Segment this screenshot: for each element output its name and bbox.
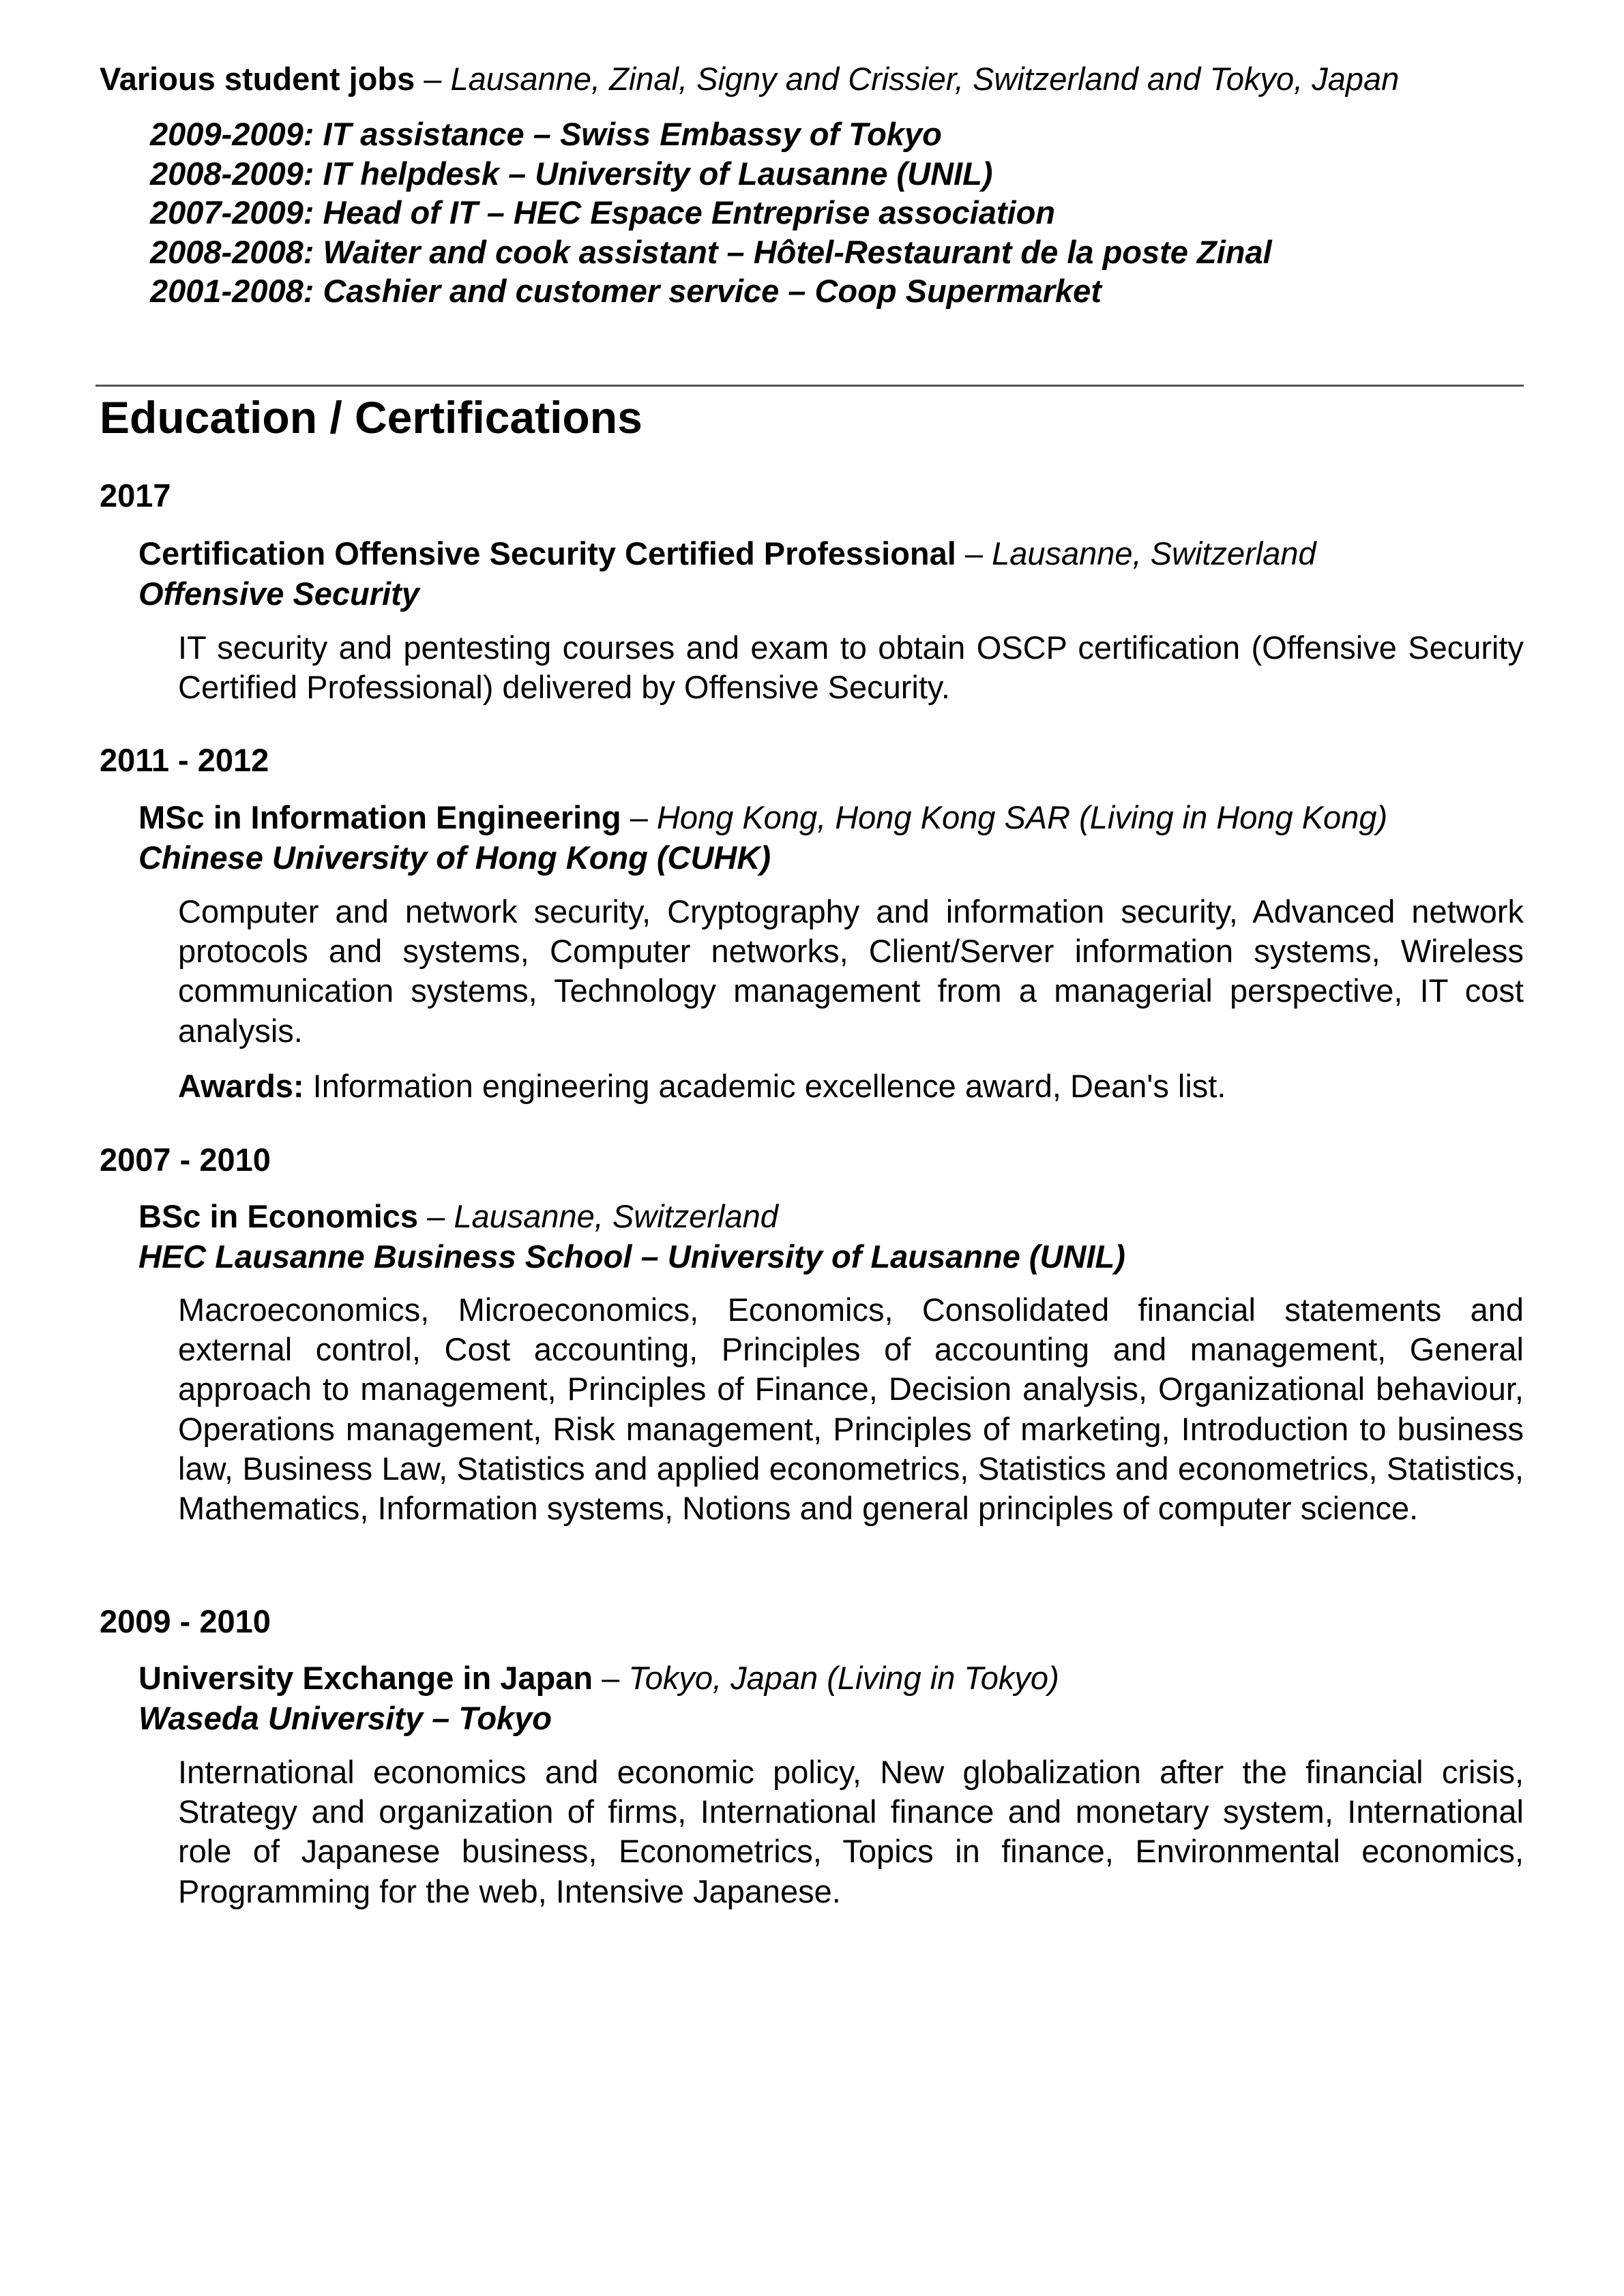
education-year: 2017: [100, 477, 171, 513]
education-year: 2007 - 2010: [100, 1142, 271, 1178]
education-description: International economics and economic policy, New globalization after the financial crisis, Strategy and organization of firms, International finance and monetary system, International role of Japanese business, Econometrics, Topics in finance, Environmental economics, Programming for the web, Intensive Japanese.: [178, 1754, 1524, 1909]
education-entry-header: Certification Offensive Security Certified Professional – Lausanne, Switzerland Offensive Security: [138, 533, 1316, 614]
student-jobs-list: [150, 115, 1272, 311]
student-jobs-header: [100, 57, 1399, 101]
education-institution: Offensive Security: [138, 576, 419, 612]
awards-text: Information engineering academic excellence award, Dean's list.: [312, 1068, 1226, 1104]
education-description: Macroeconomics, Microeconomics, Economics, Consolidated financial statements and external control, Cost accounting, Principles of accounting and management, General approach to management, Principles of Finance, Decision analysis, Organizational behaviour, Operations management, Risk management, Principles of marketing, Introduction to business law, Business Law, Statistics and applied econometrics, Statistics and econometrics, Statistics, Mathematics, Information systems, Notions and general principles of computer science.: [178, 1292, 1524, 1527]
education-degree: MSc in Information Engineering: [138, 799, 621, 835]
student-jobs-separator: –: [415, 61, 451, 97]
awards-label: Awards:: [178, 1068, 304, 1104]
education-description: IT security and pentesting courses and exam to obtain OSCP certification (Offensive Security Certified Professional) delivered by Offensive Security.: [178, 629, 1524, 706]
education-location: Tokyo, Japan (Living in Tokyo): [628, 1660, 1059, 1696]
education-degree: BSc in Economics: [138, 1198, 419, 1234]
education-location: Lausanne, Switzerland: [454, 1198, 778, 1234]
education-institution: HEC Lausanne Business School – University of Lausanne (UNIL): [138, 1238, 1125, 1274]
education-year: 2011 - 2012: [100, 742, 269, 778]
student-job-item: 2001-2008: Cashier and customer service – Coop Supermarket: [150, 273, 1102, 310]
student-jobs-locations: Lausanne, Zinal, Signy and Crissier, Switzerland and Tokyo, Japan: [450, 61, 1400, 97]
education-degree: Certification Offensive Security Certified Professional: [138, 535, 956, 571]
education-entry-header: BSc in Economics – Lausanne, Switzerland HEC Lausanne Business School – University of Lausanne (UNIL): [138, 1196, 1125, 1277]
education-degree: University Exchange in Japan: [138, 1660, 593, 1696]
education-institution: Waseda University – Tokyo: [138, 1700, 552, 1736]
education-awards: [178, 1067, 1226, 1106]
education-institution: Chinese University of Hong Kong (CUHK): [138, 839, 771, 876]
education-section-title: Education / Certifications: [100, 392, 643, 443]
education-entry-header: MSc in Information Engineering – Hong Kong, Hong Kong SAR (Living in Hong Kong) Chinese University of Hong Kong (CUHK): [138, 797, 1387, 878]
student-job-item: 2008-2008: Waiter and cook assistant – Hôtel-Restaurant de la poste Zinal: [150, 233, 1272, 270]
student-jobs-title: Various student jobs: [100, 61, 415, 97]
education-location: Lausanne, Switzerland: [992, 535, 1316, 571]
education-location: Hong Kong, Hong Kong SAR (Living in Hong Kong): [656, 799, 1388, 835]
education-year: 2009 - 2010: [100, 1603, 271, 1639]
student-job-item: 2008-2009: IT helpdesk – University of Lausanne (UNIL): [150, 155, 993, 192]
student-job-item: 2007-2009: Head of IT – HEC Espace Entreprise association: [150, 194, 1055, 231]
education-description: Computer and network security, Cryptography and information security, Advanced network protocols and systems, Computer networks, Client/Server information systems, Wireless communication systems, Technology management from a managerial perspective, IT cost analysis.: [178, 893, 1524, 1049]
education-entry-header: University Exchange in Japan – Tokyo, Japan (Living in Tokyo) Waseda University – Tokyo: [138, 1658, 1059, 1738]
section-divider: [95, 385, 1524, 387]
student-job-item: 2009-2009: IT assistance – Swiss Embassy of Tokyo: [150, 116, 942, 152]
